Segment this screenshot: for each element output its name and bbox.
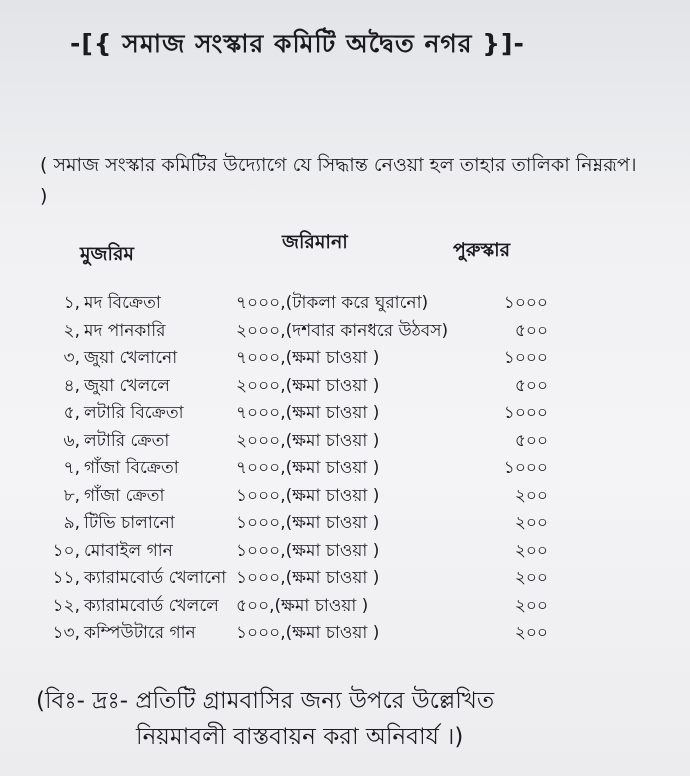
notice-title: -[{ সমাজ সংস্কার কমিটি অদ্বৈত নগর }]- [70,29,525,58]
row-fine: ১০০০,(ক্ষমা চাওয়া ) [236,513,380,533]
row-offense: গাঁজা বিক্রেতা [84,458,179,478]
row-reward: ১০০০ [503,458,548,478]
table-row [0,397,690,425]
row-number: ২, [63,320,80,341]
row-offense: মদ বিক্রেতা [84,293,161,313]
row-fine: ৭০০০,(টাকলা করে ঘুরানো) [236,293,429,313]
row-reward: ২০০ [514,595,548,616]
row-reward: ৫০০ [514,320,548,341]
footnote-line-1: (বিঃ- দ্রঃ- প্রতিটি গ্রামবাসির জন্য উপরে উল্লেখিত [36,688,495,714]
intro-text: ( সমাজ সংস্কার কমিটির উদ্যোগে যে সিদ্ধান্ত নেওয়া হল তাহার তালিকা নিম্নরূপ। ) [40,154,637,207]
footnote-line-2: নিয়মাবলী বাস্তবায়ন করা অনিবার্য ।) [136,724,464,750]
row-offense: ক্যারামবোর্ড খেললে [84,595,219,616]
table-row [0,617,690,645]
row-reward: ১০০০ [503,403,548,423]
row-fine: ১০০০,(ক্ষমা চাওয়া ) [236,540,380,561]
table-row [0,535,690,563]
row-fine: ২০০০,(দশবার কানধরে উঠবস) [236,320,449,341]
row-reward: ২০০ [514,568,548,588]
row-fine: ১০০০,(ক্ষমা চাওয়া ) [236,568,380,588]
row-number: ৭, [63,458,80,478]
row-fine: ৭০০০,(ক্ষমা চাওয়া ) [236,348,380,368]
footnote [36,683,656,755]
row-reward: ৫০০ [514,375,548,396]
row-offense: মদ পানকারি [84,320,166,341]
header-reward: পুরুস্কার [453,239,511,261]
row-reward: ১০০০ [503,348,548,368]
row-fine: ১০০০,(ক্ষমা চাওয়া ) [236,485,380,506]
header-offense: মুজরিম [80,243,134,265]
row-reward: ২০০ [514,485,548,506]
row-number: ৩, [63,348,80,368]
row-offense: কম্পিউটারে গান [84,623,196,643]
row-number: ১১, [52,568,80,588]
table-row [0,590,690,618]
row-number: ৯, [63,513,80,533]
row-number: ১০, [52,540,80,561]
rules-table [0,287,690,645]
row-offense: ক্যারামবোর্ড খেলানো [84,568,227,588]
table-row [0,480,690,508]
row-reward: ৫০০ [514,430,548,451]
table-row [0,342,690,370]
row-fine: ১০০০,(ক্ষমা চাওয়া ) [236,623,380,643]
row-reward: ১০০০ [503,293,548,313]
row-offense: লটারি বিক্রেতা [84,403,184,423]
row-offense: জুয়া খেলানো [84,348,178,368]
table-row [0,425,690,453]
row-number: ৫, [63,403,80,423]
row-reward: ২০০ [514,540,548,561]
table-row [0,315,690,343]
row-number: ১৩, [52,623,80,643]
row-number: ৪, [63,375,80,396]
row-fine: ২০০০,(ক্ষমা চাওয়া ) [236,375,380,396]
table-row [0,507,690,535]
row-offense: টিভি চালানো [84,513,175,533]
row-offense: গাঁজা ক্রেতা [84,485,165,506]
row-fine: ৭০০০,(ক্ষমা চাওয়া ) [236,458,380,478]
row-offense: মোবাইল গান [84,540,173,561]
row-reward: ২০০ [514,623,548,643]
header-fine: জরিমানা [282,231,348,253]
table-row [0,562,690,590]
row-number: ৬, [63,430,80,451]
row-number: ৮, [63,485,80,506]
row-reward: ২০০ [514,513,548,533]
table-row [0,452,690,480]
row-number: ১, [63,293,80,313]
row-number: ১২, [52,595,80,616]
row-fine: ৭০০০,(ক্ষমা চাওয়া ) [236,403,380,423]
row-offense: লটারি ক্রেতা [84,430,170,451]
row-offense: জুয়া খেললে [84,375,170,396]
table-row [0,370,690,398]
table-row [0,287,690,315]
row-fine: ৫০০,(ক্ষমা চাওয়া ) [236,595,369,616]
row-fine: ২০০০,(ক্ষমা চাওয়া ) [236,430,380,451]
